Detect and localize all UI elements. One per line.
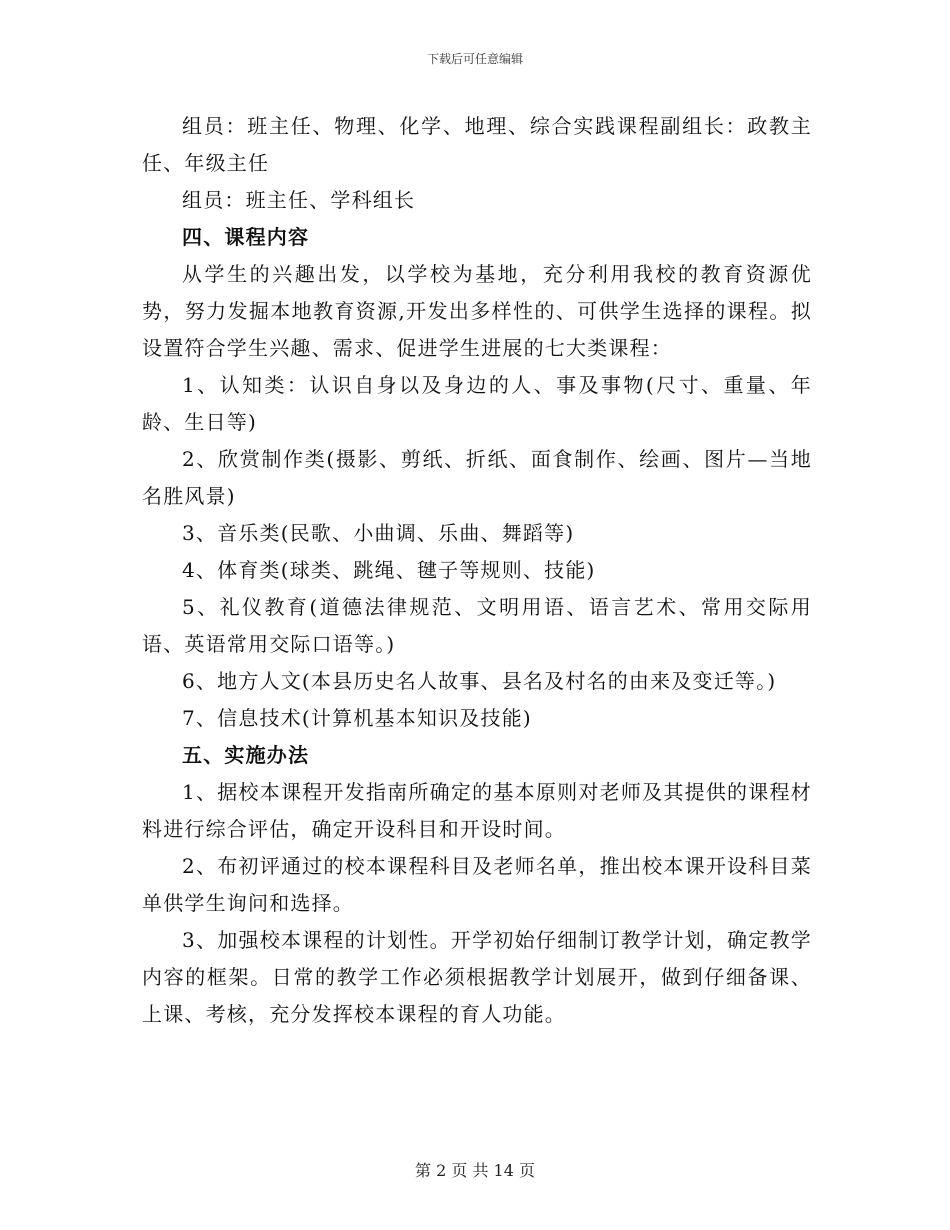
list-item: 5、礼仪教育(道德法律规范、文明用语、语言艺术、常用交际用语、英语常用交际口语等。) — [142, 595, 812, 656]
section-heading: 五、实施办法 — [182, 743, 310, 767]
list-item: 4、体育类(球类、跳绳、毽子等规则、技能) — [182, 558, 596, 582]
section-heading: 四、课程内容 — [182, 225, 310, 249]
page-header-note: 下载后可任意编辑 — [426, 52, 523, 66]
list-item: 1、据校本课程开发指南所确定的基本原则对老师及其提供的课程材料进行综合评估，确定开设科目和开设时间。 — [142, 780, 812, 841]
list-item: 2、布初评通过的校本课程科目及老师名单，推出校本课开设科目菜单供学生询问和选择。 — [142, 854, 812, 915]
paragraph: 从学生的兴趣出发，以学校为基地，充分利用我校的教育资源优势，努力发掘本地教育资源,开发出多样性的、可供学生选择的课程。拟设置符合学生兴趣、需求、促进学生进展的七大类课程： — [142, 262, 812, 360]
list-item: 1、认知类：认识自身以及身边的人、事及事物(尺寸、重量、年龄、生日等) — [142, 373, 812, 434]
document-body — [142, 108, 812, 1033]
paragraph: 组员：班主任、学科组长 — [182, 188, 416, 212]
list-item: 2、欣赏制作类(摄影、剪纸、折纸、面食制作、绘画、图片—当地名胜风景) — [142, 447, 812, 508]
list-item: 7、信息技术(计算机基本知识及技能) — [182, 706, 532, 730]
paragraph: 组员：班主任、物理、化学、地理、综合实践课程副组长：政教主任、年级主任 — [142, 114, 812, 175]
list-item: 3、加强校本课程的计划性。开学初始仔细制订教学计划，确定教学内容的框架。日常的教学工作必须根据教学计划展开，做到仔细备课、上课、考核，充分发挥校本课程的育人功能。 — [142, 928, 812, 1026]
list-item: 6、地方人文(本县历史名人故事、县名及村名的由来及变迁等。) — [182, 669, 777, 693]
list-item: 3、音乐类(民歌、小曲调、乐曲、舞蹈等) — [182, 521, 575, 545]
page-footer-number: 第 2 页 共 14 页 — [415, 1161, 535, 1180]
